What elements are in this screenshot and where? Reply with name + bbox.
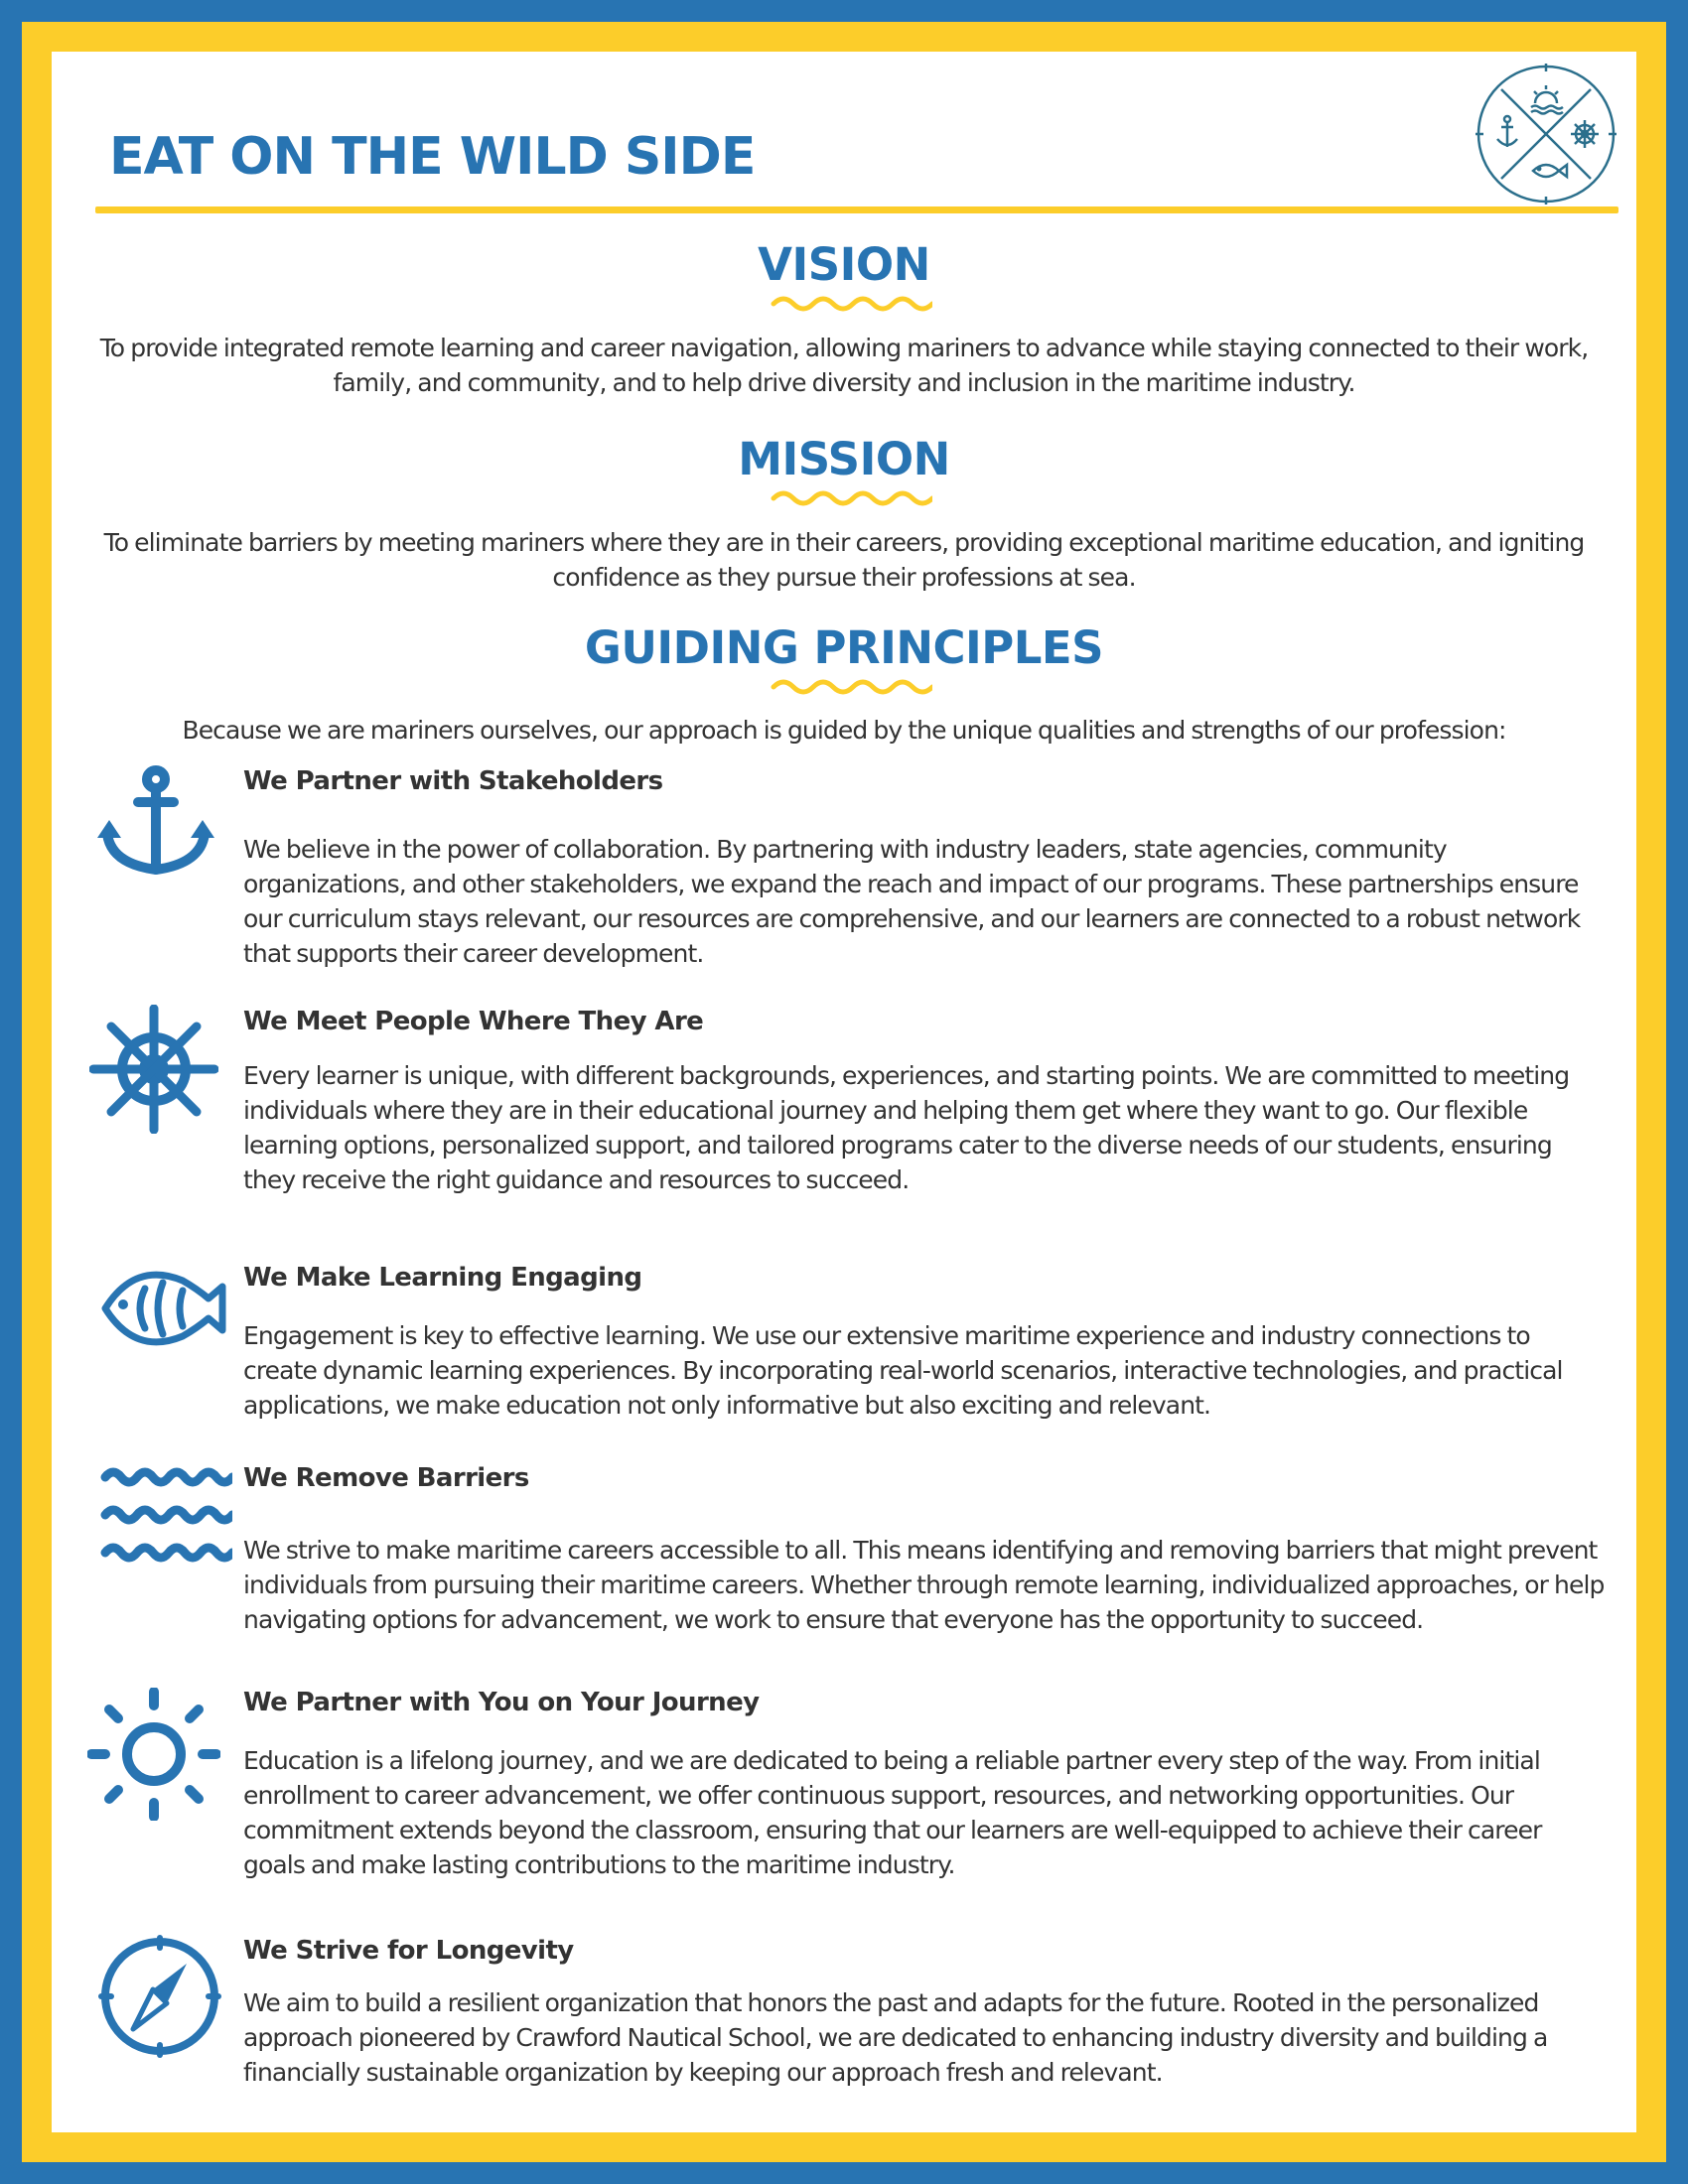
compass-emblem-icon [1474,62,1618,206]
principle-body: We believe in the power of collaboration. By partnering with industry leaders, state agencies, community organizations, and other stakeholders, we expand the reach and impact of our programs. These partnerships ensure our curriculum stays relevant, our resources are comprehensive, and our learners are connected to a robust network that supports their career development. [243,835,1581,968]
document-title: EAT ON THE WILD SIDE [109,127,756,187]
principles-intro: Because we are mariners ourselves, our approach is guided by the unique qualities and strengths of our profession: [182,716,1506,745]
ship-wheel-icon [89,1005,218,1134]
principle-body: We aim to build a resilient organization that honors the past and adapts for the future. Rooted in the personalized approach pioneered by Crawford Nautical School, we are dedicated to enhancing industry diversity and building a financially sustainable organization by keeping our approach fresh and relevant. [243,1988,1548,2087]
principles-wave-divider [770,673,932,697]
vision-heading: VISION [758,238,930,291]
mission-heading: MISSION [738,433,950,485]
mission-wave-divider [770,484,932,508]
principle-body: Every learner is unique, with different backgrounds, experiences, and starting points. We are committed to meeting individuals where they are in their educational journey and helping them get where they want to go. Our flexible learning options, personalized support, and tailored programs cater to the diverse needs of our students, ensuring they receive the right guidance and resources to succeed. [243,1061,1570,1194]
anchor-icon [95,762,216,884]
guiding-principles-heading: GUIDING PRINCIPLES [584,621,1104,674]
principle-body: We strive to make maritime careers accessible to all. This means identifying and removing barriers that might prevent individuals from pursuing their maritime careers. Whether through remote learning, individualized approaches, or help navigating options for advancement, we work to ensure that everyone has the opportunity to succeed. [243,1536,1605,1634]
principle-title: We Meet People Where They Are [243,1007,704,1036]
vision-statement: To provide integrated remote learning and career navigation, allowing mariners to advance while staying connected to their work, family, and community, and to help drive diversity and inclusion in the maritime industry. [99,334,1589,397]
waves-icon [99,1461,232,1570]
principle-title: We Partner with Stakeholders [243,766,663,796]
compass-icon [97,1934,222,2059]
mission-statement: To eliminate barriers by meeting mariners where they are in their careers, providing exceptional maritime education, and igniting confidence as they pursue their professions at sea. [103,528,1585,592]
principle-title: We Remove Barriers [243,1463,529,1493]
principle-title: We Strive for Longevity [243,1936,574,1966]
principle-body: Education is a lifelong journey, and we are dedicated to being a reliable partner every step of the way. From initial enrollment to career advancement, we offer continuous support, resources, and networking opportunities. Our commitment extends beyond the classroom, ensuring that our learners are well-equipped to achieve their career goals and make lasting contributions to the maritime industry. [243,1746,1542,1879]
fish-icon [95,1259,226,1358]
title-underline [95,206,1618,213]
principle-title: We Partner with You on Your Journey [243,1688,760,1717]
principle-body: Engagement is key to effective learning. We use our extensive maritime experience and industry connections to create dynamic learning experiences. By incorporating real-world scenarios, interactive technologies, and practical applications, we make education not only informative but also exciting and relevant. [243,1321,1563,1420]
vision-wave-divider [770,290,932,314]
sun-icon [87,1688,220,1821]
principle-title: We Make Learning Engaging [243,1263,642,1293]
